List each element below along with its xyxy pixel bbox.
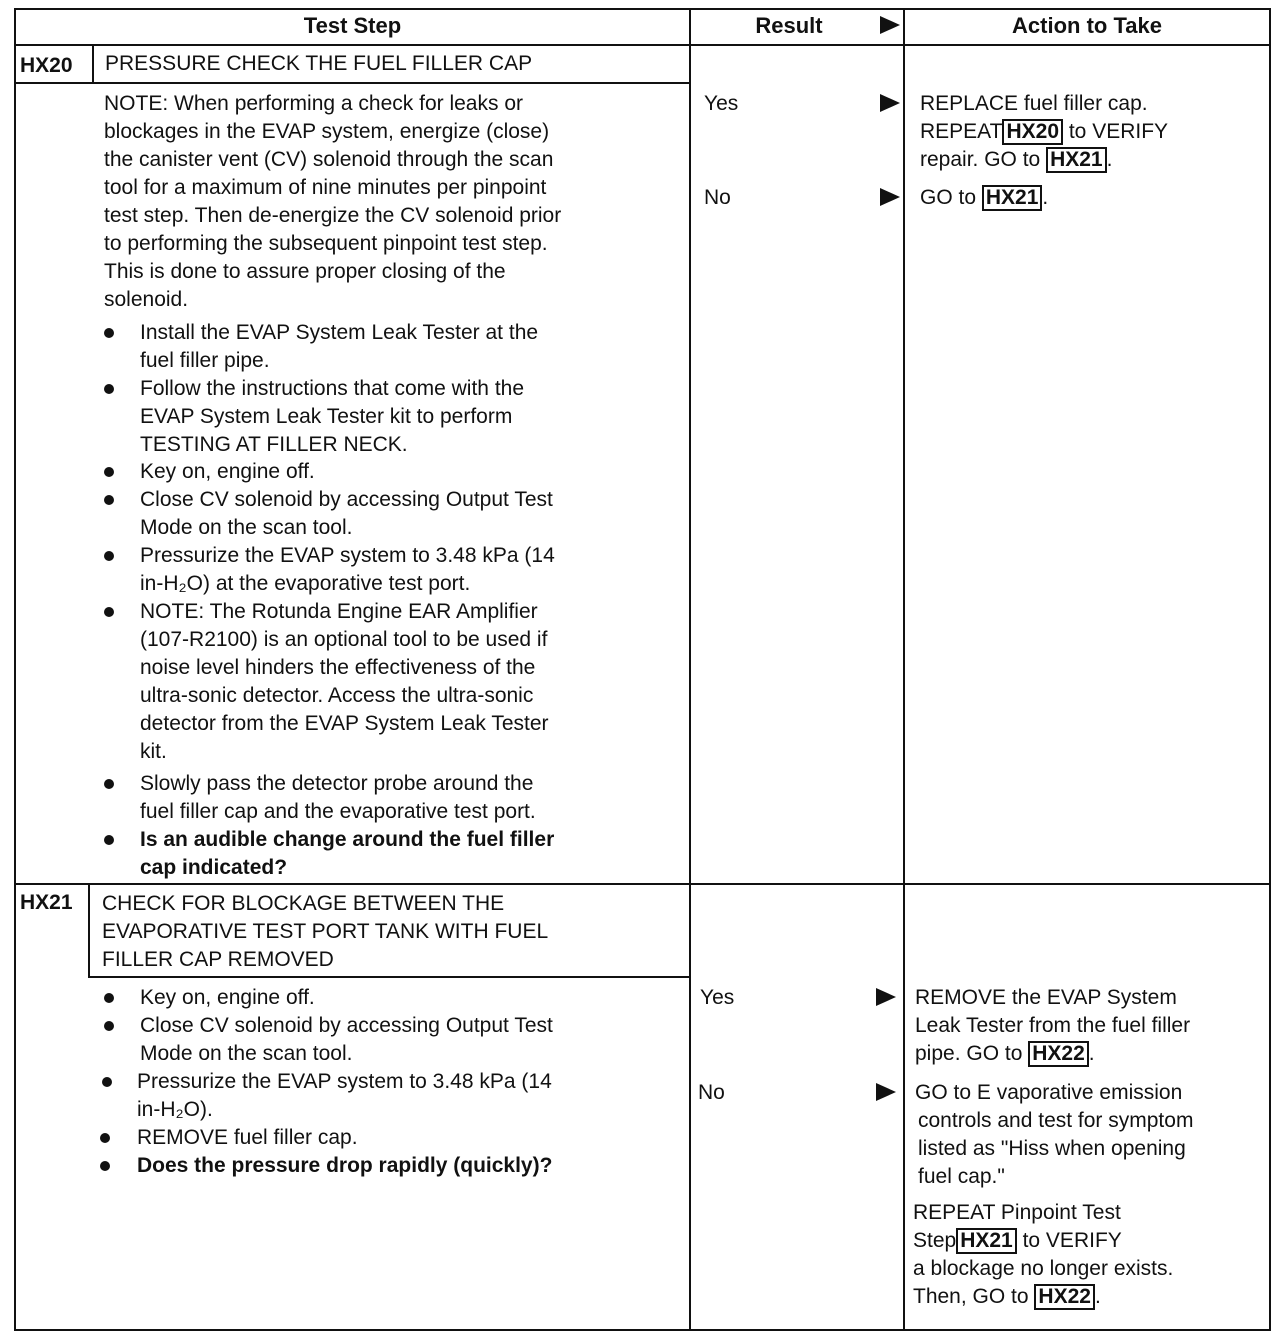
- arrow-icon: [880, 188, 900, 206]
- hx20-note: [104, 90, 561, 314]
- hx20-yes-action: REPLACE fuel filler cap. REPEAT HX20 to VERIFY repair. GO to HX21 .: [920, 92, 1169, 171]
- hx21-code-divider: [88, 883, 90, 978]
- step-ref-hx22[interactable]: HX22: [1028, 1041, 1089, 1067]
- hx20-bullet-5: Pressurize the EVAP system to 3.48 kPa (14 in-H₂O) at the evaporative test port.: [140, 544, 555, 595]
- arrow-icon: [876, 988, 896, 1006]
- hx21-no-action: GO to E vaporative emission controls and test for symptom listed as "Hiss when opening fuel cap.": [915, 1081, 1194, 1188]
- step-ref-hx21[interactable]: HX21: [1046, 147, 1107, 173]
- note-line: tool for a maximum of nine minutes per pinpoint: [104, 176, 547, 199]
- hx20-title: PRESSURE CHECK THE FUEL FILLER CAP: [105, 52, 533, 75]
- hx21-result-yes: Yes: [700, 986, 735, 1009]
- note-line: blockages in the EVAP system, energize (close): [104, 120, 550, 143]
- hx21-title-bottom: [88, 976, 691, 978]
- hx21-bullet-1: Key on, engine off.: [140, 986, 315, 1009]
- note-line: to performing the subsequent pinpoint test step.: [104, 232, 548, 255]
- hx20-bullet-7: Slowly pass the detector probe around the fuel filler cap and the evaporative test port.: [140, 772, 536, 823]
- hx21-yes-action: REMOVE the EVAP System Leak Tester from the fuel filler pipe. GO to HX22 .: [915, 986, 1191, 1065]
- hx20-code: HX20: [20, 54, 73, 77]
- bullet-icon: [102, 1077, 112, 1087]
- result-column-border: [903, 8, 905, 1331]
- arrow-icon: [880, 94, 900, 112]
- hx20-code-divider: [92, 44, 94, 84]
- note-line: the canister vent (CV) solenoid through the scan: [104, 148, 554, 171]
- bullet-icon: [104, 384, 114, 394]
- table-top-border: [14, 8, 1271, 10]
- header-action: Action to Take: [1012, 13, 1162, 38]
- table-left-border: [14, 8, 16, 1331]
- bullet-icon: [104, 993, 114, 1003]
- hx20-bullet-question: Is an audible change around the fuel filler cap indicated?: [140, 828, 555, 879]
- note-line: This is done to assure proper closing of the: [104, 260, 506, 283]
- hx20-bullet-2: Follow the instructions that come with the EVAP System Leak Tester kit to perform TESTING AT FILLER NECK.: [140, 377, 525, 456]
- hx20-bullet-4: Close CV solenoid by accessing Output Test Mode on the scan tool.: [140, 488, 553, 539]
- note-line: test step. Then de-energize the CV solenoid prior: [104, 204, 562, 227]
- bullet-icon: [104, 467, 114, 477]
- table-right-border: [1269, 8, 1271, 1331]
- step-ref-hx21[interactable]: HX21: [956, 1228, 1017, 1254]
- bullet-icon: [104, 1021, 114, 1031]
- note-line: solenoid.: [104, 288, 189, 311]
- hx20-no-action: GO to HX21 .: [920, 186, 1049, 209]
- hx20-bullet-1: Install the EVAP System Leak Tester at the fuel filler pipe.: [140, 321, 539, 372]
- header-arrow-icon: [880, 16, 900, 34]
- arrow-icon: [876, 1083, 896, 1101]
- hx20-title-bottom: [14, 82, 691, 84]
- step-ref-hx21[interactable]: HX21: [982, 185, 1043, 211]
- row-divider: [14, 883, 1271, 885]
- hx21-repeat-action: REPEAT Pinpoint Test Step HX21 to VERIFY a blockage no longer exists. Then, GO to HX22 .: [913, 1201, 1174, 1308]
- step-ref-hx20[interactable]: HX20: [1002, 119, 1063, 145]
- bullet-icon: [104, 835, 114, 845]
- hx21-code: HX21: [20, 891, 73, 914]
- note-line: NOTE: When performing a check for leaks or: [104, 92, 523, 115]
- table-bottom-border: [14, 1329, 1271, 1331]
- hx21-bullet-2: Close CV solenoid by accessing Output Test Mode on the scan tool.: [140, 1014, 553, 1065]
- hx20-result-no: No: [704, 186, 731, 209]
- hx21-bullet-4: REMOVE fuel filler cap.: [137, 1126, 358, 1149]
- hx21-bullet-question: Does the pressure drop rapidly (quickly)?: [137, 1154, 553, 1177]
- bullet-icon: [104, 328, 114, 338]
- bullet-icon: [104, 607, 114, 617]
- hx21-title: CHECK FOR BLOCKAGE BETWEEN THE EVAPORATIVE TEST PORT TANK WITH FUEL FILLER CAP REMOVED: [102, 892, 549, 971]
- step-ref-hx22[interactable]: HX22: [1034, 1284, 1095, 1310]
- hx20-bullet-6: NOTE: The Rotunda Engine EAR Amplifier (107-R2100) is an optional tool to be used if noise level hinders the effectiveness of the ultra-sonic detector. Access the ultra-sonic detector from the EVAP System Leak Tester kit.: [140, 600, 549, 763]
- hx21-bullet-3: Pressurize the EVAP system to 3.48 kPa (14 in-H₂O).: [137, 1070, 552, 1121]
- bullet-icon: [104, 495, 114, 505]
- bullet-icon: [104, 779, 114, 789]
- header-result: Result: [755, 13, 823, 38]
- test-step-column-border: [689, 8, 691, 1331]
- bullet-icon: [100, 1133, 110, 1143]
- bullet-icon: [104, 551, 114, 561]
- hx20-bullet-3: Key on, engine off.: [140, 460, 315, 483]
- hx21-result-no: No: [698, 1081, 725, 1104]
- header-test-step: Test Step: [303, 13, 402, 38]
- hx20-result-yes: Yes: [704, 92, 739, 115]
- bullet-icon: [100, 1161, 110, 1171]
- header-bottom-border: [14, 44, 1271, 46]
